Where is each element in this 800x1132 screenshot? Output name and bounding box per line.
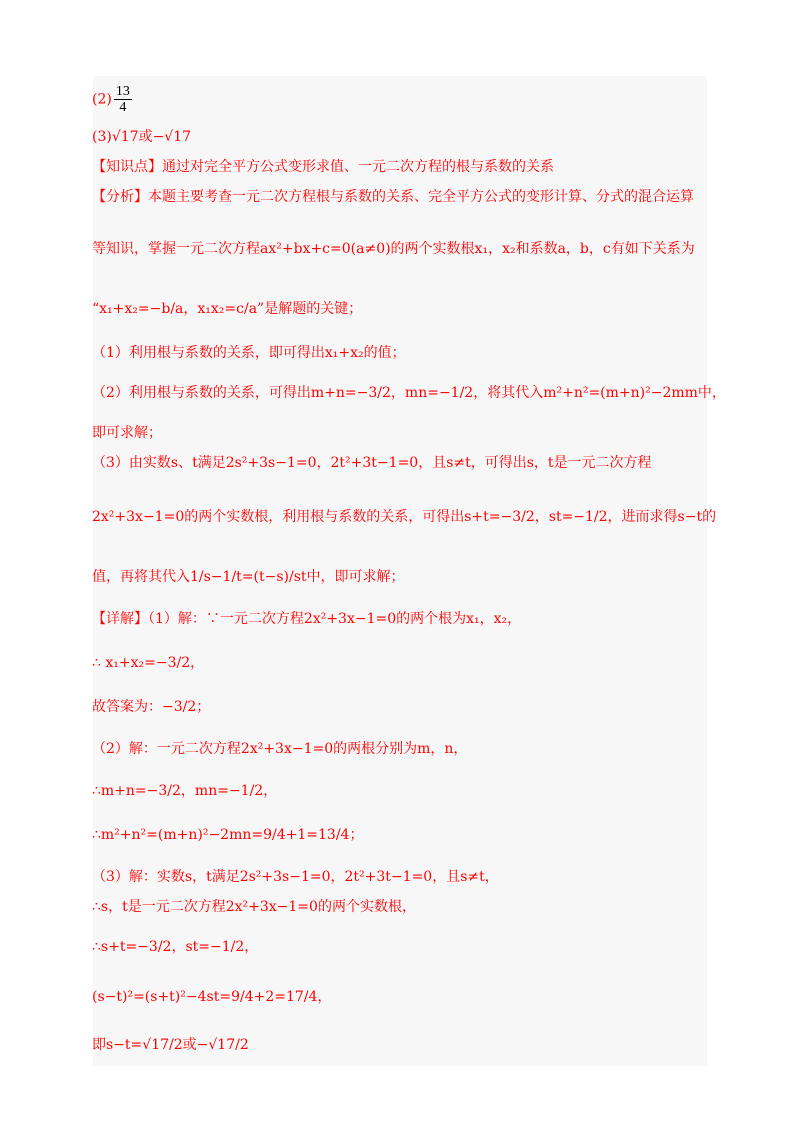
detail-line-6: ∴m²+n²=(m+n)²−2mn=9/4+1=13/4； [92, 827, 364, 843]
detail-line-10: (s−t)²=(s+t)²−4st=9/4+2=17/4， [92, 989, 332, 1005]
answer-3: (3)√17或−√17 [92, 129, 192, 145]
analysis-line-2: 等知识，掌握一元二次方程ax²+bx+c=0(a≠0)的两个实数根x₁，x₂和系数a，b，c有如下关系为 [92, 241, 695, 257]
detail-line-1: 【详解】（1）解：∵一元二次方程2x²+3x−1=0的两个根为x₁，x₂， [92, 611, 522, 627]
knowledge-text: 通过对完全平方公式变形求值、一元二次方程的根与系数的关系 [162, 159, 554, 175]
analysis-line-9: 值，再将其代入1/s−1/t=(t−s)/st中，即可求解； [92, 569, 405, 585]
answer-2-numerator: 13 [115, 84, 130, 99]
analysis-line-7: （3）由实数s、t满足2s²+3s−1=0，2t²+3t−1=0，且s≠t，可得出s，t是一元二次方程 [92, 455, 652, 471]
knowledge-point [92, 158, 554, 176]
detail-line-5: ∴m+n=−3/2，mn=−1/2， [92, 783, 278, 799]
analysis-tag: 【分析】 [92, 189, 148, 205]
answer-2 [92, 84, 134, 115]
analysis-line-5: （2）利用根与系数的关系，可得出m+n=−3/2，mn=−1/2，将其代入m²+n²=(m+n)²−2mm中， [92, 385, 726, 401]
knowledge-tag: 【知识点】 [92, 159, 162, 175]
detail-line-8: ∴s，t是一元二次方程2x²+3x−1=0的两个实数根， [92, 899, 416, 915]
analysis-line-6: 即可求解； [92, 425, 162, 441]
analysis-line-3: “x₁+x₂=−b/a，x₁x₂=c/a”是解题的关键； [92, 301, 363, 317]
analysis-heading [92, 188, 694, 206]
answer-2-label: (2) [92, 91, 112, 108]
analysis-line-8: 2x²+3x−1=0的两个实数根，利用根与系数的关系，可得出s+t=−3/2，st=−1/2，进而求得s−t的 [92, 509, 717, 525]
detail-line-2: ∴ x₁+x₂=−3/2， [92, 655, 205, 671]
analysis-text: 本题主要考查一元二次方程根与系数的关系、完全平方公式的变形计算、分式的混合运算 [148, 189, 694, 205]
detail-line-9: ∴s+t=−3/2，st=−1/2， [92, 939, 259, 955]
answer-2-denominator: 4 [119, 100, 127, 115]
detail-line-3: 故答案为：−3/2； [92, 699, 211, 715]
analysis-line-4: （1）利用根与系数的关系，即可得出x₁+x₂的值； [92, 345, 406, 361]
detail-line-11: 即s−t=√17/2或−√17/2 [92, 1037, 249, 1053]
detail-line-7: （3）解：实数s，t满足2s²+3s−1=0，2t²+3t−1=0，且s≠t， [92, 869, 499, 885]
detail-line-4: （2）解：一元二次方程2x²+3x−1=0的两根分别为m，n， [92, 741, 468, 757]
